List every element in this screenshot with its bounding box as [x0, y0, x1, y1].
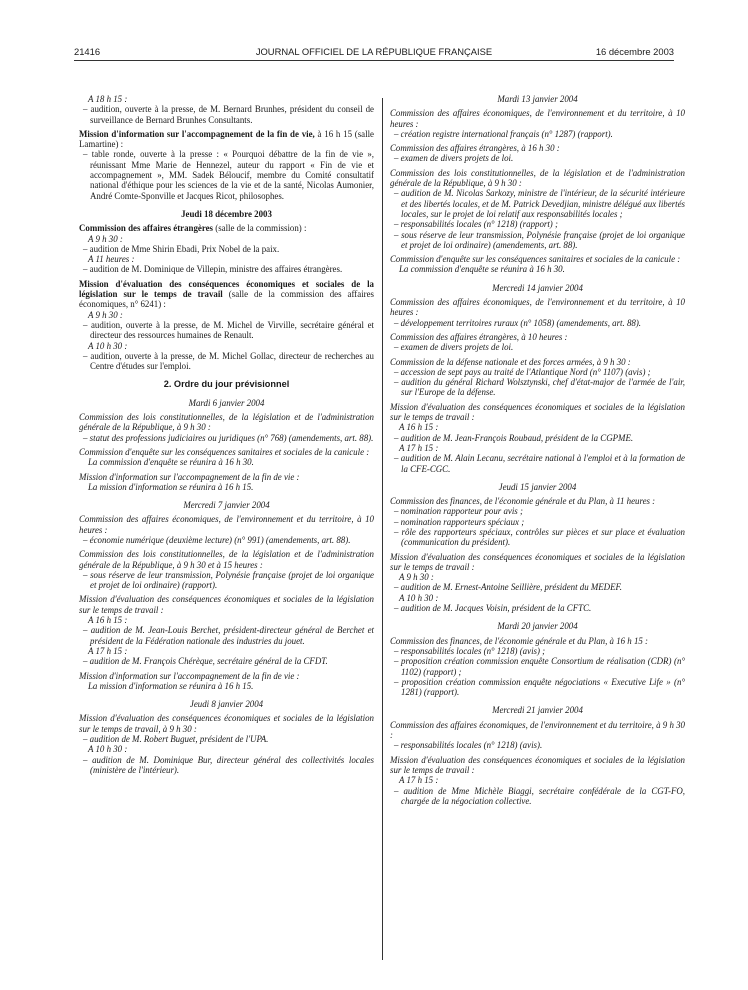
time-line: A 9 h 30 : [399, 572, 434, 583]
agenda-item: – audition de M. Jean-François Roubaud, président de la CGPME. [394, 432, 634, 443]
agenda-item: – nomination rapporteur pour avis ; [394, 506, 523, 517]
journal-title: JOURNAL OFFICIEL DE LA RÉPUBLIQUE FRANÇAISE [255, 46, 493, 57]
time-line: A 17 h 15 : [88, 645, 128, 656]
committee-name: Mission d'évaluation des conséquences économiques et sociales de la législation sur le temps de travail [79, 278, 374, 300]
agenda-item: – audition de Mme Michèle Biaggi, secrétaire confédérale de la CGT-FO, chargée de la négociation collective. [394, 785, 685, 806]
day-heading: Mardi 20 janvier 2004 [497, 621, 578, 632]
issue-date: 16 décembre 2003 [595, 46, 674, 57]
day-heading: Mardi 6 janvier 2004 [188, 397, 265, 408]
left-column [79, 94, 374, 775]
committee-heading: Commission des finances, de l'économie générale et du Plan, à 16 h 15 : [390, 635, 648, 646]
session-detail: (salle de la commission des affaires économiques, n° 6241) : [79, 289, 375, 310]
agenda-item: – création registre international français (n° 1287) (rapport). [394, 128, 613, 139]
day-heading: Mercredi 21 janvier 2004 [492, 705, 583, 716]
agenda-item: – audition de M. Dominique Bur, directeur général des collectivités locales (ministère de l'intérieur). [83, 754, 374, 775]
committee-heading: Commission des affaires étrangères, à 10 heures : [390, 331, 568, 342]
header-rule [74, 60, 674, 61]
day-heading: Mercredi 7 janvier 2004 [183, 500, 270, 511]
day-heading: Mercredi 14 janvier 2004 [492, 282, 583, 293]
committee-heading: Commission des affaires étrangères, à 16 h 30 : [390, 143, 560, 154]
committee-heading: Mission d'information sur l'accompagnement de la fin de vie : [79, 670, 300, 681]
committee-heading: Mission d'évaluation des conséquences économiques et sociales de la législation sur le temps de travail : [390, 754, 685, 775]
committee-heading: Mission d'évaluation des conséquences économiques et sociales de la législation sur le temps de travail : [390, 551, 685, 572]
time-line: A 10 h 30 : [88, 744, 128, 755]
agenda-item: – examen de divers projets de loi. [394, 342, 514, 353]
committee-heading: Mission d'information sur l'accompagnement de la fin de vie : [79, 471, 300, 482]
agenda-item: – audition de M. Ernest-Antoine Seillière, président du MEDEF. [394, 582, 622, 593]
committee-heading: Commission de la défense nationale et des forces armées, à 9 h 30 : [390, 356, 631, 367]
section-heading: 2. Ordre du jour prévisionnel [163, 379, 290, 390]
agenda-item: – rôle des rapporteurs spéciaux, contrôles sur pièces et sur place et évaluation (communication du président). [394, 526, 685, 548]
time-line: A 10 h 30 : [399, 592, 439, 603]
day-heading: Jeudi 15 janvier 2004 [498, 481, 577, 492]
session-note: La commission d'enquête se réunira à 16 h 30. [88, 457, 254, 468]
committee-heading: Commission d'enquête sur les conséquences sanitaires et sociales de la canicule : [79, 446, 370, 457]
committee-heading: Commission d'enquête sur les conséquences sanitaires et sociales de la canicule : [390, 254, 681, 265]
time-line: A 16 h 15 : [399, 422, 439, 433]
committee-heading: Commission des affaires économiques, de l'environnement et du territoire, à 10 heures : [390, 297, 685, 318]
agenda-item: – audition de M. Nicolas Sarkozy, ministre de l'intérieur, de la sécurité intérieure et des libertés locales, et de M. Patrick Devedjian, ministre délégué aux libertés locales, sur le projet de loi relatif aux responsabilités locales ; [394, 188, 685, 219]
agenda-item: – audition, ouverte à la presse, de M. Michel de Virville, secrétaire général et directeur des ressources humaines de Renault. [83, 319, 374, 341]
session-note: La commission d'enquête se réunira à 16 h 30. [399, 264, 565, 275]
committee-heading: Commission des lois constitutionnelles, de la législation et de l'administration générale de la République, à 9 h 30 et à 15 heures : [79, 549, 374, 570]
agenda-item: – audition, ouverte à la presse, de M. Michel Gollac, directeur de recherches au Centre d'études sur l'emploi. [83, 350, 374, 372]
body-heading [79, 129, 374, 150]
agenda-item: – statut des professions judiciaires ou juridiques (n° 768) (amendements, art. 88). [83, 432, 374, 443]
day-heading: Mardi 13 janvier 2004 [497, 94, 578, 104]
time-line: A 10 h 30 : [88, 340, 128, 351]
agenda-item: – audition, ouverte à la presse, de M. Bernard Brunhes, président du conseil de surveillance de Bernard Brunhes Consultants. [83, 104, 374, 125]
agenda-item: – audition de M. Alain Lecanu, secrétaire national à l'emploi et à la formation de la CFE-CGC. [394, 453, 685, 474]
agenda-item: – table ronde, ouverte à la presse : « Pourquoi débattre de la fin de vie », réunissant Mme Marie de Hennezel, auteur du rapport « Fin de vie et accompagnement », MM. Sadek Béloucif, membre du Comité consultatif national d'éthique pour les sciences de la vie et de la santé, Nicolas Aumonier, André Comte-Sponville et Jacques Ricot, philosophes. [83, 149, 374, 201]
time-line: A 17 h 15 : [399, 442, 439, 453]
day-heading: Jeudi 18 décembre 2003 [181, 208, 272, 219]
agenda-item: – responsabilités locales (n° 1218) (rapport) ; [394, 219, 558, 230]
session-detail: à 16 h 15 (salle Lamartine) : [79, 128, 374, 150]
committee-heading: Commission des affaires économiques, de l'environnement et du territoire, à 10 heures : [390, 108, 685, 129]
agenda-item: – économie numérique (deuxième lecture) (n° 991) (amendements, art. 88). [83, 534, 351, 545]
agenda-item: – sous réserve de leur transmission, Polynésie française (projet de loi organique et projet de loi ordinaire) (amendements, art. 88). [394, 229, 685, 250]
day-heading: Jeudi 8 janvier 2004 [189, 699, 264, 710]
page-number: 21416 [74, 46, 101, 57]
column-divider [382, 98, 383, 960]
time-line: A 9 h 30 : [88, 309, 123, 320]
session-note: La mission d'information se réunira à 16 h 15. [88, 680, 254, 691]
agenda-item: – sous réserve de leur transmission, Polynésie française (projet de loi organique et projet de loi ordinaire) (rapport). [83, 569, 374, 591]
committee-heading: Mission d'évaluation des conséquences économiques et sociales de la législation sur le temps de travail, à 9 h 30 : [79, 713, 374, 734]
time-line: A 11 heures : [88, 254, 135, 265]
committee-heading: Commission des lois constitutionnelles, de la législation et de l'administration générale de la République, à 9 h 30 : [390, 167, 685, 189]
committee-heading: Commission des finances, de l'économie générale et du Plan, à 11 heures : [390, 496, 656, 507]
agenda-item: – accession de sept pays au traité de l'Atlantique Nord (n° 1107) (avis) ; [394, 366, 651, 377]
agenda-item: – audition de M. Dominique de Villepin, ministre des affaires étrangères. [83, 264, 343, 275]
agenda-item: – responsabilités locales (n° 1218) (avis) ; [394, 645, 546, 656]
agenda-item: – audition de M. Robert Buguet, président de l'UPA. [83, 734, 269, 745]
body-heading [79, 223, 374, 233]
committee-heading: Commission des lois constitutionnelles, de la législation et de l'administration générale de la République, à 9 h 30 : [79, 412, 374, 433]
committee-heading: Commission des affaires économiques, de l'environnement et du territoire, à 10 heures : [79, 514, 374, 535]
agenda-item: – audition de M. Jacques Voisin, président de la CFTC. [394, 603, 592, 614]
agenda-item: – responsabilités locales (n° 1218) (avis). [394, 740, 543, 751]
body-heading [79, 279, 374, 310]
agenda-item: – proposition création commission enquête Consortium de réalisation (CDR) (n° 1102) (rapport) ; [394, 656, 685, 677]
time-line: A 16 h 15 : [88, 615, 128, 626]
committee-heading: Mission d'évaluation des conséquences économiques et sociales de la législation sur le temps de travail : [390, 401, 685, 423]
committee-heading: Commission des affaires économiques, de l'environnement et du territoire, à 9 h 30 : [390, 719, 685, 741]
session-note: La mission d'information se réunira à 16 h 15. [88, 481, 254, 492]
page-header [74, 46, 674, 60]
time-line: A 18 h 15 : [88, 94, 128, 104]
agenda-item: – proposition création commission enquête négociations « Executive Life » (n° 1281) (rapport). [394, 676, 685, 698]
agenda-item: – examen de divers projets de loi. [394, 153, 514, 164]
time-line: A 9 h 30 : [88, 233, 123, 244]
session-detail: (salle de la commission) : [213, 223, 307, 234]
committee-name: Mission d'information sur l'accompagnement de la fin de vie, [79, 128, 315, 139]
committee-heading: Mission d'évaluation des conséquences économiques et sociales de la législation sur le temps de travail : [79, 594, 374, 615]
agenda-item: – audition de M. Jean-Louis Berchet, président-directeur général de Berchet et président de la Fédération nationale des industries du jouet. [83, 625, 374, 646]
agenda-item: – audition de M. François Chérèque, secrétaire général de la CFDT. [83, 656, 328, 667]
agenda-item: – développement territoires ruraux (n° 1058) (amendements, art. 88). [394, 317, 641, 328]
right-column [390, 94, 685, 806]
time-line: A 17 h 15 : [399, 775, 439, 786]
agenda-item: – audition de Mme Shirin Ebadi, Prix Nobel de la paix. [83, 243, 280, 254]
committee-name: Commission des affaires étrangères [79, 223, 214, 234]
agenda-item: – audition du général Richard Wolsztynski, chef d'état-major de l'armée de l'air, sur l'Europe de la défense. [394, 377, 685, 398]
agenda-item: – nomination rapporteurs spéciaux ; [394, 516, 525, 527]
